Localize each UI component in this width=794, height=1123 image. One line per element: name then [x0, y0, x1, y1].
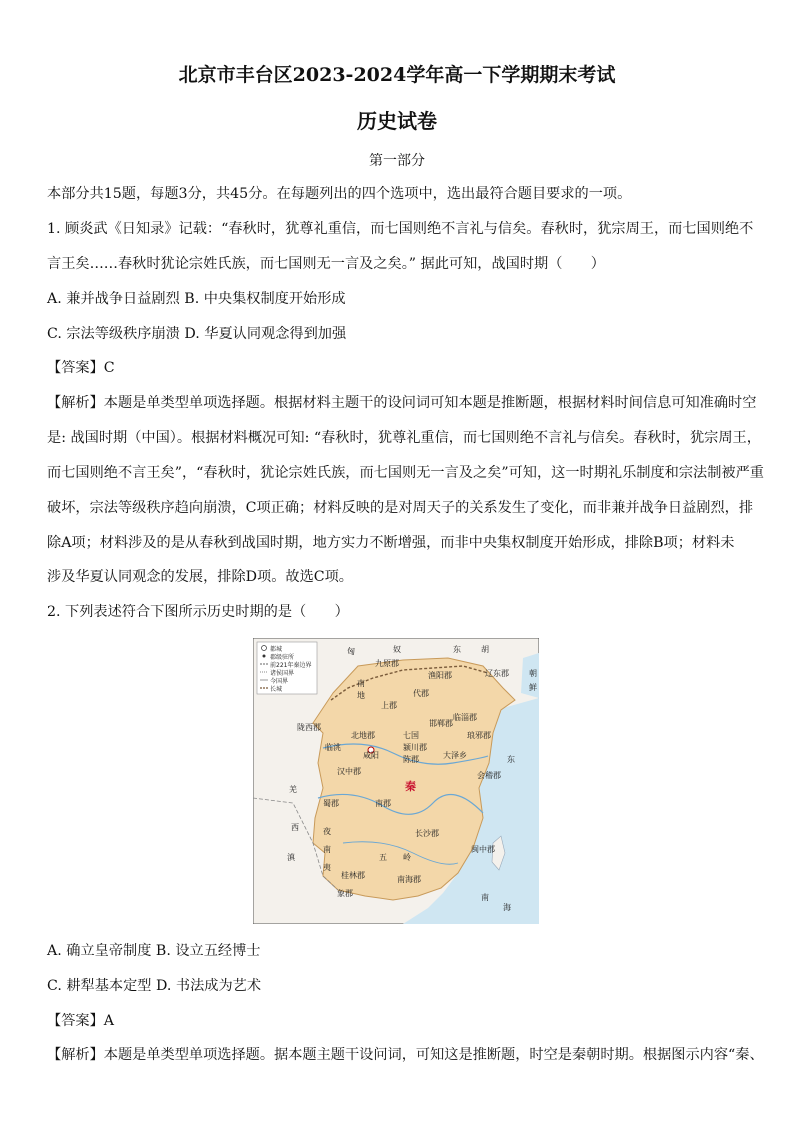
legend-great-wall: 长城: [270, 686, 283, 693]
map-label: 南海郡: [397, 875, 421, 884]
map-label: 邯郸郡: [429, 719, 453, 728]
q1-analysis-line: 除A项；材料涉及的是从春秋到战国时期，地方实力不断增强，而非中央集权制度开始形成，排除B项；材料未: [47, 535, 735, 551]
map-label: 象郡: [337, 889, 353, 898]
map-label: 匈: [347, 647, 355, 656]
map-label: 滇: [287, 853, 295, 862]
map-label: 上郡: [381, 701, 397, 710]
map-label: 七国: [403, 731, 419, 740]
map-label: 琅邪郡: [467, 731, 491, 740]
q1-analysis-line: 【解析】本题是单类型单项选择题。根据材料主题干的设问词可知本题是推断题，根据材料时间信息可知准确时空: [47, 395, 757, 411]
map-label: 南: [481, 893, 489, 902]
map-label: 胡: [481, 645, 489, 654]
legend-capital: 都城: [270, 646, 283, 653]
map-label: 夷: [323, 863, 331, 872]
map-label: 西: [291, 823, 299, 832]
map-label: 南: [357, 679, 365, 688]
map-label: 夜: [323, 827, 331, 836]
map-label: 东: [453, 645, 461, 654]
page-title: 北京市丰台区2023-2024学年高一下学期期末考试: [178, 64, 616, 86]
map-label: 五: [379, 853, 387, 862]
map-label: 代郡: [413, 689, 429, 698]
q1-stem-line2: 言王矣……春秋时犹论宗姓氏族，而七国则无一言及之矣。” 据此可知，战国时期（ ）: [47, 256, 605, 272]
q2-answer: 【答案】A: [47, 1013, 114, 1029]
section-heading: 第一部分: [369, 153, 425, 169]
map-label: 长沙郡: [415, 829, 439, 838]
legend-qin-border: 前221年秦边界: [270, 662, 312, 669]
legend-modern-border: 今国界: [270, 678, 289, 685]
q2-analysis-line: 【解析】本题是单类型单项选择题。据本题主题干设问词，可知这是推断题，时空是秦朝时期。根据图示内容“秦、: [47, 1047, 764, 1063]
map-label: 辽东郡: [485, 669, 509, 678]
q1-analysis-line: 是: 战国时期（中国）。根据材料概况可知: “春秋时，犹尊礼重信，而七国则绝不言礼与信矣。春秋时，犹宗周王，: [47, 430, 761, 446]
map-label: 朝: [529, 669, 537, 678]
map-label: 地: [357, 691, 365, 700]
map-label: 闽中郡: [471, 845, 495, 854]
map-label: 临洮: [325, 743, 341, 752]
intro-text: 本部分共15题，每题3分，共45分。在每题列出的四个选项中，选出最符合题目要求的一项。: [47, 186, 632, 202]
map-label-qin: 秦: [405, 780, 416, 793]
q1-options-line1: A. 兼并战争日益剧烈 B. 中央集权制度开始形成: [47, 291, 346, 307]
q2-options-line2: C. 耕犁基本定型 D. 书法成为艺术: [47, 978, 262, 994]
map-label: 南: [323, 845, 331, 854]
q2-options-line1: A. 确立皇帝制度 B. 设立五经博士: [47, 943, 261, 959]
map-label: 鲜: [529, 683, 537, 692]
map-label: 北地郡: [351, 731, 375, 740]
q1-stem-line1: 1. 顾炎武《日知录》记载：“春秋时，犹尊礼重信，而七国则绝不言礼与信矣。春秋时，犹宗周王，而七国则绝不: [47, 221, 754, 237]
map-label: 陇西郡: [297, 723, 321, 732]
map-label: 东: [507, 755, 515, 764]
map-label: 岭: [403, 853, 411, 862]
map-label: 临淄郡: [453, 713, 477, 722]
q1-analysis-line: 而七国则绝不言王矣”，“春秋时，犹论宗姓氏族，而七国则无一言及之矣”可知，这一时期礼乐制度和宗法制被严重: [47, 465, 764, 481]
page-subtitle: 历史试卷: [357, 109, 437, 133]
map-label: 桂林郡: [341, 871, 365, 880]
map-label: 汉中郡: [337, 767, 361, 776]
map-label: 海: [503, 903, 511, 912]
map-label: 渔阳郡: [428, 671, 452, 680]
qin-dynasty-map: [253, 638, 539, 924]
map-label: 会稽郡: [477, 771, 501, 780]
q1-analysis-line: 涉及华夏认同观念的发展，排除D项。故选C项。: [47, 569, 353, 585]
q1-answer: 【答案】C: [47, 360, 115, 376]
map-label: 羌: [289, 785, 297, 794]
q2-stem: 2. 下列表述符合下图所示历史时期的是（ ）: [47, 604, 349, 620]
legend-commandery: 郡级驻所: [270, 654, 295, 661]
map-label: 蜀郡: [323, 799, 339, 808]
map-label: 咸阳: [363, 751, 379, 760]
map-label: 九原郡: [375, 659, 399, 668]
map-label: 陈郡: [403, 755, 419, 764]
q1-analysis-line: 破坏，宗法等级秩序趋向崩溃，C项正确；材料反映的是对周天子的关系发生了变化，而非兼并战争日益剧烈，排: [47, 500, 754, 516]
q1-options-line2: C. 宗法等级秩序崩溃 D. 华夏认同观念得到加强: [47, 326, 347, 342]
map-label: 南郡: [375, 799, 391, 808]
legend-vassal-border: 诸侯国界: [270, 670, 295, 677]
map-label: 奴: [393, 645, 401, 654]
map-label: 大泽乡: [443, 751, 467, 760]
map-label: 颍川郡: [403, 743, 427, 752]
